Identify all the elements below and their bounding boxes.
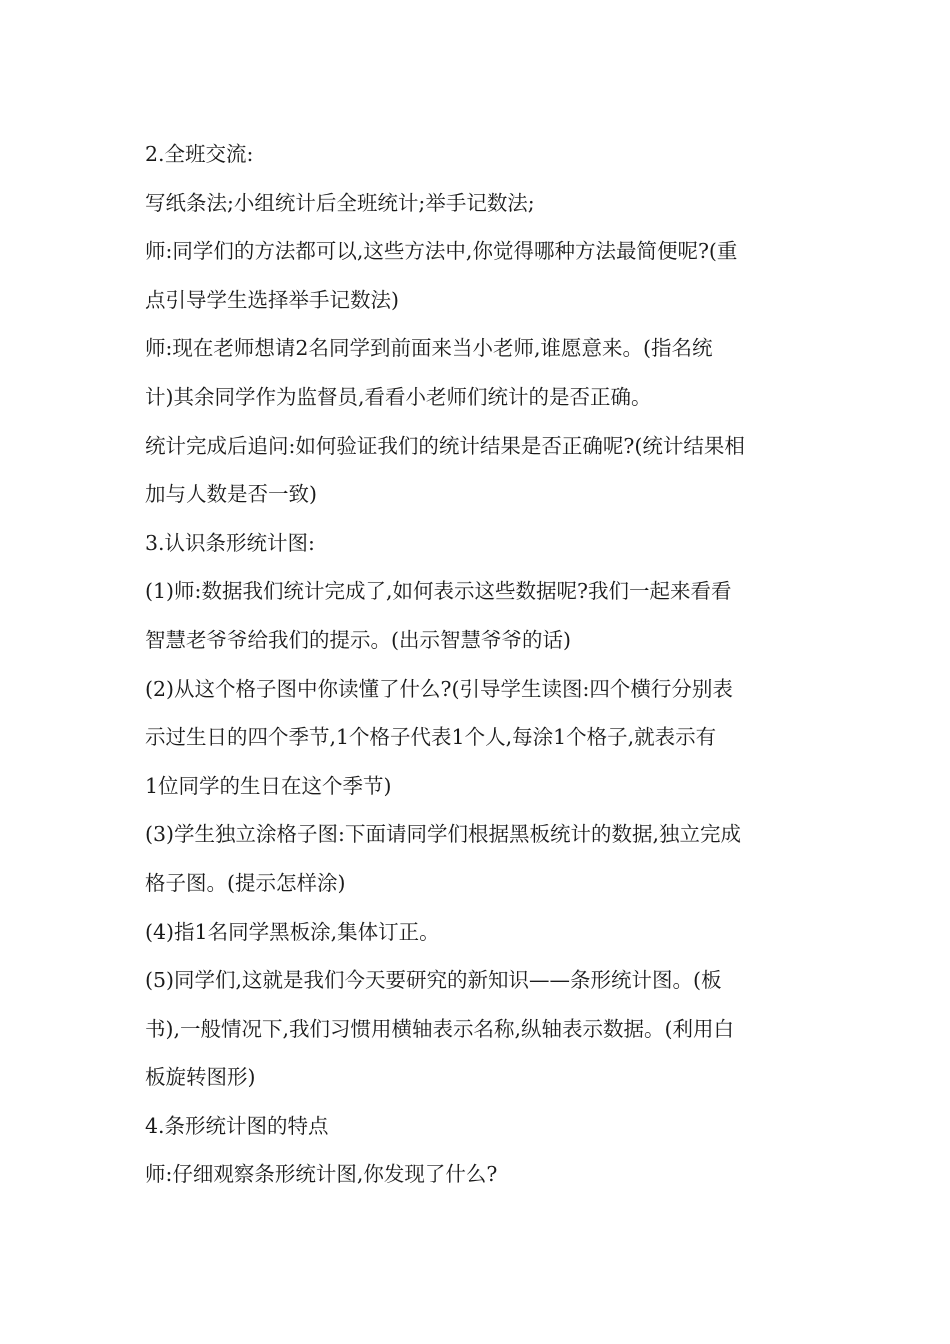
paragraph-line: 加与人数是否一致) — [145, 482, 317, 507]
paragraph-line: 1位同学的生日在这个季节) — [145, 773, 392, 798]
paragraph-line: 书),一般情况下,我们习惯用横轴表示名称,纵轴表示数据。(利用白 — [145, 1016, 735, 1041]
paragraph-line: 师:现在老师想请2名同学到前面来当小老师,谁愿意来。(指名统 — [145, 336, 713, 361]
paragraph-line: 师:仔细观察条形统计图,你发现了什么? — [145, 1162, 498, 1187]
document-body — [145, 130, 810, 1199]
paragraph-line: (2)从这个格子图中你读懂了什么?(引导学生读图:四个横行分别表 — [145, 676, 733, 701]
paragraph-line: 示过生日的四个季节,1个格子代表1个人,每涂1个格子,就表示有 — [145, 725, 717, 750]
paragraph-line: 计)其余同学作为监督员,看看小老师们统计的是否正确。 — [145, 384, 652, 409]
paragraph-line: 师:同学们的方法都可以,这些方法中,你觉得哪种方法最简便呢?(重 — [145, 239, 738, 264]
paragraph-line: 板旋转图形) — [145, 1065, 256, 1090]
section-heading-bar-chart: 3.认识条形统计图: — [145, 530, 315, 555]
paragraph-line: 智慧老爷爷给我们的提示。(出示智慧爷爷的话) — [145, 627, 571, 652]
paragraph-line: 写纸条法;小组统计后全班统计;举手记数法; — [145, 190, 535, 215]
paragraph-line: 点引导学生选择举手记数法) — [145, 287, 399, 312]
section-heading-class-discussion: 2.全班交流: — [145, 142, 254, 166]
paragraph-line: (5)同学们,这就是我们今天要研究的新知识——条形统计图。(板 — [145, 968, 722, 993]
paragraph-line: 统计完成后追问:如何验证我们的统计结果是否正确呢?(统计结果相 — [145, 433, 745, 458]
paragraph-line: (1)师:数据我们统计完成了,如何表示这些数据呢?我们一起来看看 — [145, 579, 732, 604]
paragraph-line: 格子图。(提示怎样涂) — [145, 870, 346, 895]
paragraph-line: (4)指1名同学黑板涂,集体订正。 — [145, 919, 440, 944]
paragraph-line: (3)学生独立涂格子图:下面请同学们根据黑板统计的数据,独立完成 — [145, 822, 741, 847]
section-heading-bar-chart-features: 4.条形统计图的特点 — [145, 1113, 329, 1138]
